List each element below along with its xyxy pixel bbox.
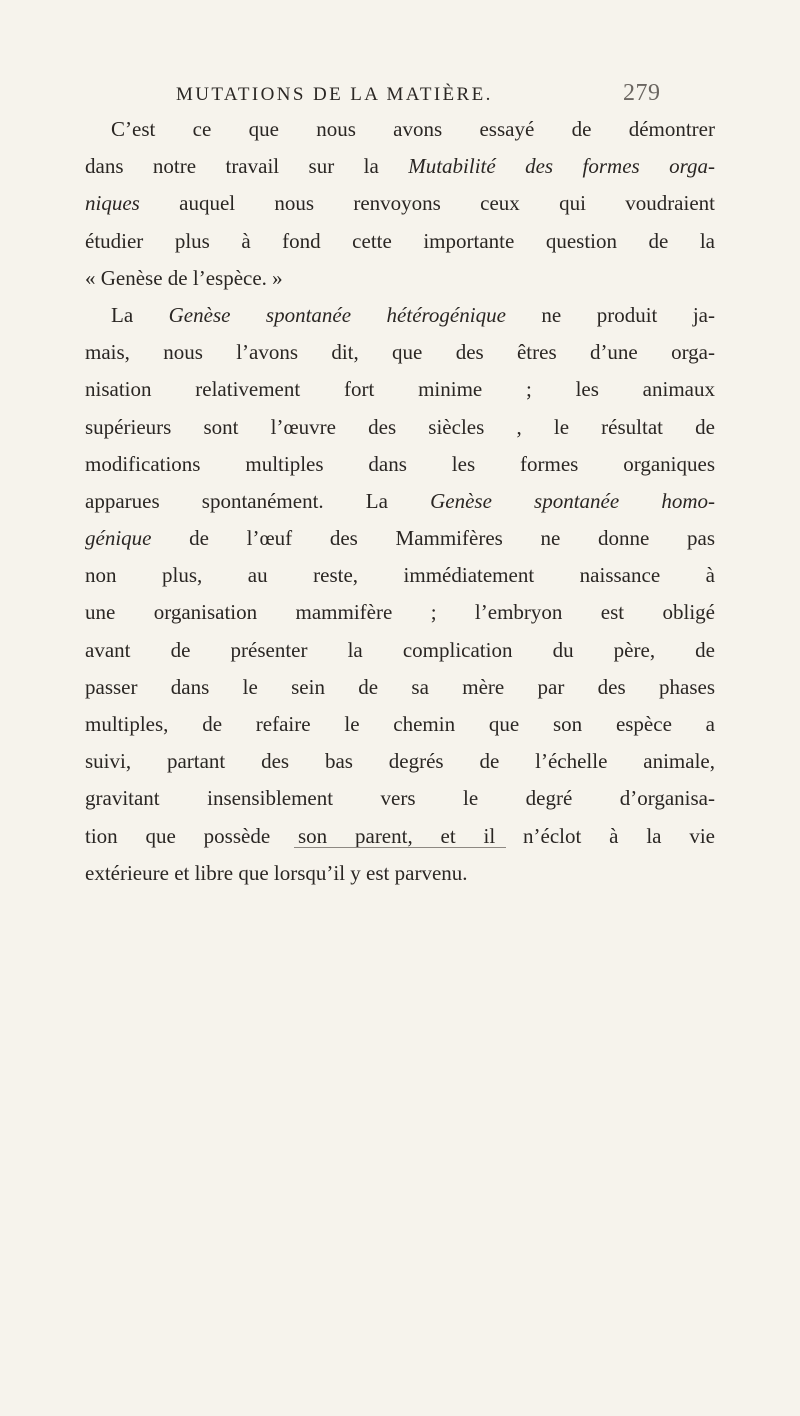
- text-run: supérieurs sont l’œuvre des siècles , le résultat de: [85, 414, 715, 439]
- body-text: [85, 111, 715, 892]
- text-run: apparues spontanément. La: [85, 488, 431, 513]
- italic-phrase: Genèse spontanée hétérogénique: [168, 302, 506, 327]
- text-line: [85, 855, 715, 892]
- text-line: [85, 371, 715, 408]
- text-run: modifications multiples dans les formes organiques: [85, 451, 715, 476]
- text-line: [85, 334, 715, 371]
- text-run: multiples, de refaire le chemin que son espèce a: [85, 712, 715, 736]
- text-line: [85, 223, 715, 260]
- text-run: de l’œuf des Mammifères ne donne pas: [151, 526, 715, 551]
- text-run: La: [111, 302, 169, 327]
- text-line: [85, 594, 715, 631]
- running-head: [0, 80, 800, 114]
- text-run: nisation relativement fort minime ; les animaux: [85, 377, 715, 402]
- text-line: [85, 446, 715, 483]
- text-run: une organisation mammifère ; l’embryon est obligé: [85, 600, 715, 625]
- text-line: [85, 632, 715, 669]
- italic-phrase: niques: [85, 191, 140, 216]
- text-line: [85, 260, 715, 297]
- text-run: avant de présenter la complication du père, de: [85, 637, 715, 662]
- text-run: ne produit ja-: [505, 302, 715, 327]
- text-run: dans notre travail sur la: [85, 154, 409, 179]
- text-line: [85, 818, 715, 855]
- running-title: MUTATIONS DE LA MATIÈRE.: [176, 84, 493, 105]
- text-line: [85, 557, 715, 594]
- text-line: [85, 185, 715, 222]
- text-line: [85, 148, 715, 185]
- text-run: passer dans le sein de sa mère par des phases: [85, 674, 715, 699]
- italic-phrase: génique: [85, 526, 152, 551]
- text-run: C’est ce que nous avons essayé de démontrer: [111, 117, 715, 141]
- text-run: extérieure et libre que lorsqu’il y est parvenu.: [85, 860, 468, 885]
- text-run: étudier plus à fond cette importante question de la: [85, 228, 715, 253]
- text-run: gravitant insensiblement vers le degré d’organisa-: [85, 786, 715, 811]
- text-line: [85, 520, 715, 557]
- page-number: 279: [623, 80, 661, 106]
- text-line: [85, 743, 715, 780]
- text-line: [85, 483, 715, 520]
- text-run: mais, nous l’avons dit, que des êtres d’une orga-: [85, 340, 715, 365]
- text-line: [85, 111, 715, 148]
- text-line: [85, 706, 715, 743]
- italic-phrase: Genèse spontanée homo-: [430, 488, 716, 513]
- text-run: suivi, partant des bas degrés de l’échelle animale,: [85, 749, 715, 774]
- text-line: [85, 780, 715, 817]
- text-run: « Genèse de l’espèce. »: [85, 265, 283, 290]
- text-run: tion que possède son parent, et il n’éclot à la vie: [85, 823, 715, 848]
- text-line: [85, 409, 715, 446]
- text-run: auquel nous renvoyons ceux qui voudraient: [139, 191, 715, 216]
- text-line: [85, 297, 715, 334]
- section-rule: [294, 847, 506, 848]
- italic-phrase: Mutabilité des formes orga-: [408, 154, 715, 179]
- text-run: non plus, au reste, immédiatement naissance à: [85, 563, 715, 588]
- text-line: [85, 669, 715, 706]
